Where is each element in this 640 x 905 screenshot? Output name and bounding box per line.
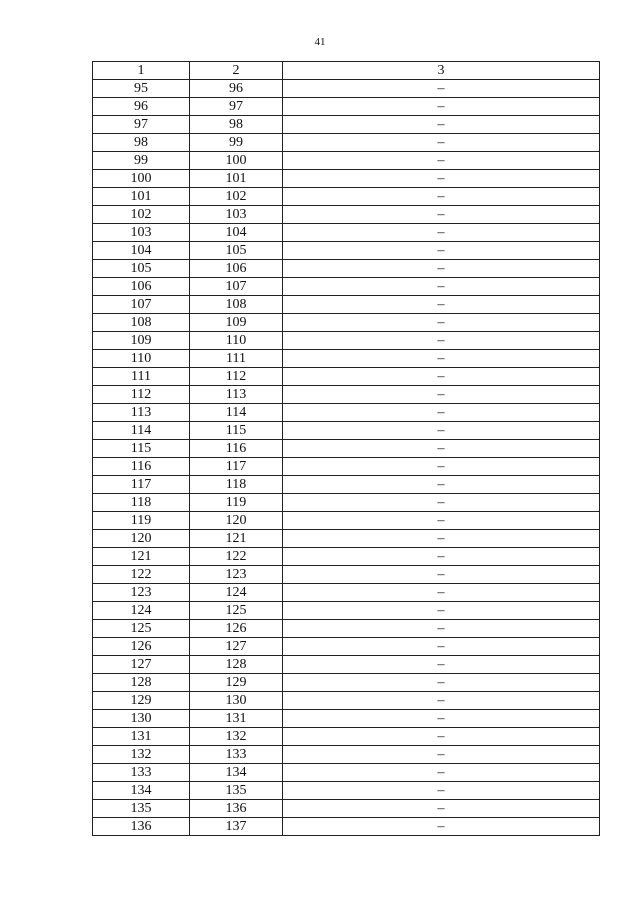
table-cell-col-2: 107 xyxy=(190,278,283,296)
table-row xyxy=(93,422,600,440)
table-cell-col-1: 124 xyxy=(93,602,190,620)
table-cell-col-2: 102 xyxy=(190,188,283,206)
table-cell-col-3: – xyxy=(283,350,600,368)
table-cell-col-2: 113 xyxy=(190,386,283,404)
table-cell-col-2: 125 xyxy=(190,602,283,620)
table-cell-col-3: – xyxy=(283,116,600,134)
table-cell-col-2: 96 xyxy=(190,80,283,98)
table-cell-col-2: 97 xyxy=(190,98,283,116)
table-row xyxy=(93,260,600,278)
table-row xyxy=(93,584,600,602)
table-row xyxy=(93,278,600,296)
table-cell-col-2: 134 xyxy=(190,764,283,782)
table-row xyxy=(93,512,600,530)
table-cell-col-1: 105 xyxy=(93,260,190,278)
table-cell-col-2: 123 xyxy=(190,566,283,584)
table-row xyxy=(93,332,600,350)
table-cell-col-2: 129 xyxy=(190,674,283,692)
table-cell-col-3: – xyxy=(283,440,600,458)
table-cell-col-1: 96 xyxy=(93,98,190,116)
table-cell-col-1: 111 xyxy=(93,368,190,386)
table-cell-col-3: – xyxy=(283,260,600,278)
table-cell-col-3: – xyxy=(283,764,600,782)
table-cell-col-1: 128 xyxy=(93,674,190,692)
table-cell-col-3: – xyxy=(283,242,600,260)
table-cell-col-1: 110 xyxy=(93,350,190,368)
table-cell-col-3: – xyxy=(283,512,600,530)
table-row xyxy=(93,350,600,368)
table-cell-col-1: 136 xyxy=(93,818,190,836)
table-cell-col-2: 121 xyxy=(190,530,283,548)
table-cell-col-2: 120 xyxy=(190,512,283,530)
table-cell-col-3: – xyxy=(283,800,600,818)
table-cell-col-2: 136 xyxy=(190,800,283,818)
table-cell-col-1: 133 xyxy=(93,764,190,782)
table-cell-col-1: 103 xyxy=(93,224,190,242)
table-cell-col-3: – xyxy=(283,746,600,764)
table-cell-col-3: – xyxy=(283,530,600,548)
table-cell-col-1: 132 xyxy=(93,746,190,764)
table-cell-col-3: – xyxy=(283,278,600,296)
table-body xyxy=(93,80,600,836)
table-row xyxy=(93,656,600,674)
table-cell-col-3: – xyxy=(283,422,600,440)
table-cell-col-1: 101 xyxy=(93,188,190,206)
table-cell-col-3: – xyxy=(283,476,600,494)
table-cell-col-1: 134 xyxy=(93,782,190,800)
table-cell-col-1: 116 xyxy=(93,458,190,476)
table-cell-col-3: – xyxy=(283,170,600,188)
table-cell-col-3: – xyxy=(283,386,600,404)
table-cell-col-3: – xyxy=(283,458,600,476)
table-cell-col-3: – xyxy=(283,692,600,710)
table-row xyxy=(93,620,600,638)
column-header-1: 1 xyxy=(93,62,190,80)
table-cell-col-2: 124 xyxy=(190,584,283,602)
table-row xyxy=(93,296,600,314)
table-cell-col-2: 128 xyxy=(190,656,283,674)
table-cell-col-3: – xyxy=(283,404,600,422)
table-row xyxy=(93,638,600,656)
table-cell-col-1: 97 xyxy=(93,116,190,134)
table-row xyxy=(93,764,600,782)
table-row xyxy=(93,134,600,152)
table-cell-col-1: 125 xyxy=(93,620,190,638)
table-cell-col-1: 102 xyxy=(93,206,190,224)
table-cell-col-2: 130 xyxy=(190,692,283,710)
page-number: 41 xyxy=(314,36,326,48)
column-header-3: 3 xyxy=(283,62,600,80)
table-cell-col-2: 126 xyxy=(190,620,283,638)
table-cell-col-1: 127 xyxy=(93,656,190,674)
table-cell-col-1: 130 xyxy=(93,710,190,728)
table-cell-col-1: 98 xyxy=(93,134,190,152)
table-cell-col-3: – xyxy=(283,134,600,152)
table-cell-col-2: 99 xyxy=(190,134,283,152)
table-cell-col-3: – xyxy=(283,152,600,170)
table-cell-col-2: 135 xyxy=(190,782,283,800)
table-cell-col-3: – xyxy=(283,818,600,836)
table-cell-col-2: 108 xyxy=(190,296,283,314)
table-row xyxy=(93,530,600,548)
table-cell-col-2: 111 xyxy=(190,350,283,368)
table-row xyxy=(93,458,600,476)
table-cell-col-1: 135 xyxy=(93,800,190,818)
table-cell-col-1: 131 xyxy=(93,728,190,746)
table-cell-col-2: 112 xyxy=(190,368,283,386)
table-cell-col-3: – xyxy=(283,584,600,602)
table-cell-col-3: – xyxy=(283,494,600,512)
table-cell-col-1: 99 xyxy=(93,152,190,170)
table-cell-col-2: 103 xyxy=(190,206,283,224)
table-cell-col-2: 98 xyxy=(190,116,283,134)
table-cell-col-2: 119 xyxy=(190,494,283,512)
table-cell-col-1: 100 xyxy=(93,170,190,188)
table-row xyxy=(93,548,600,566)
table-row xyxy=(93,692,600,710)
table-row xyxy=(93,566,600,584)
table-cell-col-1: 123 xyxy=(93,584,190,602)
table-cell-col-2: 132 xyxy=(190,728,283,746)
table-cell-col-1: 108 xyxy=(93,314,190,332)
table-cell-col-2: 115 xyxy=(190,422,283,440)
table-row xyxy=(93,188,600,206)
table-cell-col-2: 101 xyxy=(190,170,283,188)
table-cell-col-3: – xyxy=(283,620,600,638)
table-cell-col-2: 118 xyxy=(190,476,283,494)
table-cell-col-1: 112 xyxy=(93,386,190,404)
table-row xyxy=(93,404,600,422)
table-cell-col-2: 131 xyxy=(190,710,283,728)
table-cell-col-2: 114 xyxy=(190,404,283,422)
table-cell-col-1: 109 xyxy=(93,332,190,350)
table-cell-col-3: – xyxy=(283,566,600,584)
table-cell-col-3: – xyxy=(283,98,600,116)
table-cell-col-1: 118 xyxy=(93,494,190,512)
table-cell-col-2: 104 xyxy=(190,224,283,242)
table-row xyxy=(93,818,600,836)
table-cell-col-2: 127 xyxy=(190,638,283,656)
table-row xyxy=(93,80,600,98)
table-row xyxy=(93,116,600,134)
table-cell-col-2: 106 xyxy=(190,260,283,278)
table-cell-col-1: 117 xyxy=(93,476,190,494)
table-cell-col-3: – xyxy=(283,674,600,692)
table-cell-col-3: – xyxy=(283,368,600,386)
table-row xyxy=(93,152,600,170)
table-row xyxy=(93,602,600,620)
data-table xyxy=(92,61,600,836)
table-cell-col-3: – xyxy=(283,602,600,620)
table-cell-col-2: 122 xyxy=(190,548,283,566)
table-cell-col-1: 121 xyxy=(93,548,190,566)
table-cell-col-1: 107 xyxy=(93,296,190,314)
table-cell-col-1: 95 xyxy=(93,80,190,98)
table-cell-col-2: 137 xyxy=(190,818,283,836)
table-cell-col-1: 126 xyxy=(93,638,190,656)
table-cell-col-2: 133 xyxy=(190,746,283,764)
table-row xyxy=(93,170,600,188)
table-row xyxy=(93,800,600,818)
table-cell-col-1: 114 xyxy=(93,422,190,440)
column-header-2: 2 xyxy=(190,62,283,80)
table-cell-col-1: 115 xyxy=(93,440,190,458)
table-row xyxy=(93,710,600,728)
table-cell-col-1: 122 xyxy=(93,566,190,584)
table-cell-col-2: 109 xyxy=(190,314,283,332)
table-cell-col-2: 117 xyxy=(190,458,283,476)
table-cell-col-3: – xyxy=(283,188,600,206)
table-row xyxy=(93,674,600,692)
table-cell-col-3: – xyxy=(283,296,600,314)
table-row xyxy=(93,368,600,386)
table-cell-col-3: – xyxy=(283,782,600,800)
table-row xyxy=(93,476,600,494)
table-header-row xyxy=(93,62,600,80)
table-row xyxy=(93,98,600,116)
table-cell-col-3: – xyxy=(283,224,600,242)
table-row xyxy=(93,386,600,404)
table-row xyxy=(93,206,600,224)
table-cell-col-1: 119 xyxy=(93,512,190,530)
table-cell-col-3: – xyxy=(283,206,600,224)
table-cell-col-3: – xyxy=(283,728,600,746)
table-cell-col-3: – xyxy=(283,332,600,350)
table-cell-col-1: 129 xyxy=(93,692,190,710)
table-row xyxy=(93,440,600,458)
table-cell-col-3: – xyxy=(283,710,600,728)
table-cell-col-3: – xyxy=(283,80,600,98)
table-cell-col-1: 106 xyxy=(93,278,190,296)
table-row xyxy=(93,224,600,242)
table-cell-col-2: 116 xyxy=(190,440,283,458)
table-row xyxy=(93,242,600,260)
table-cell-col-2: 105 xyxy=(190,242,283,260)
table-cell-col-2: 100 xyxy=(190,152,283,170)
table-cell-col-2: 110 xyxy=(190,332,283,350)
table-cell-col-1: 113 xyxy=(93,404,190,422)
table-cell-col-3: – xyxy=(283,638,600,656)
table-row xyxy=(93,494,600,512)
table-row xyxy=(93,728,600,746)
table-row xyxy=(93,314,600,332)
table-cell-col-3: – xyxy=(283,314,600,332)
table-row xyxy=(93,746,600,764)
table-cell-col-3: – xyxy=(283,656,600,674)
table-cell-col-3: – xyxy=(283,548,600,566)
table-cell-col-1: 120 xyxy=(93,530,190,548)
table-row xyxy=(93,782,600,800)
table-cell-col-1: 104 xyxy=(93,242,190,260)
